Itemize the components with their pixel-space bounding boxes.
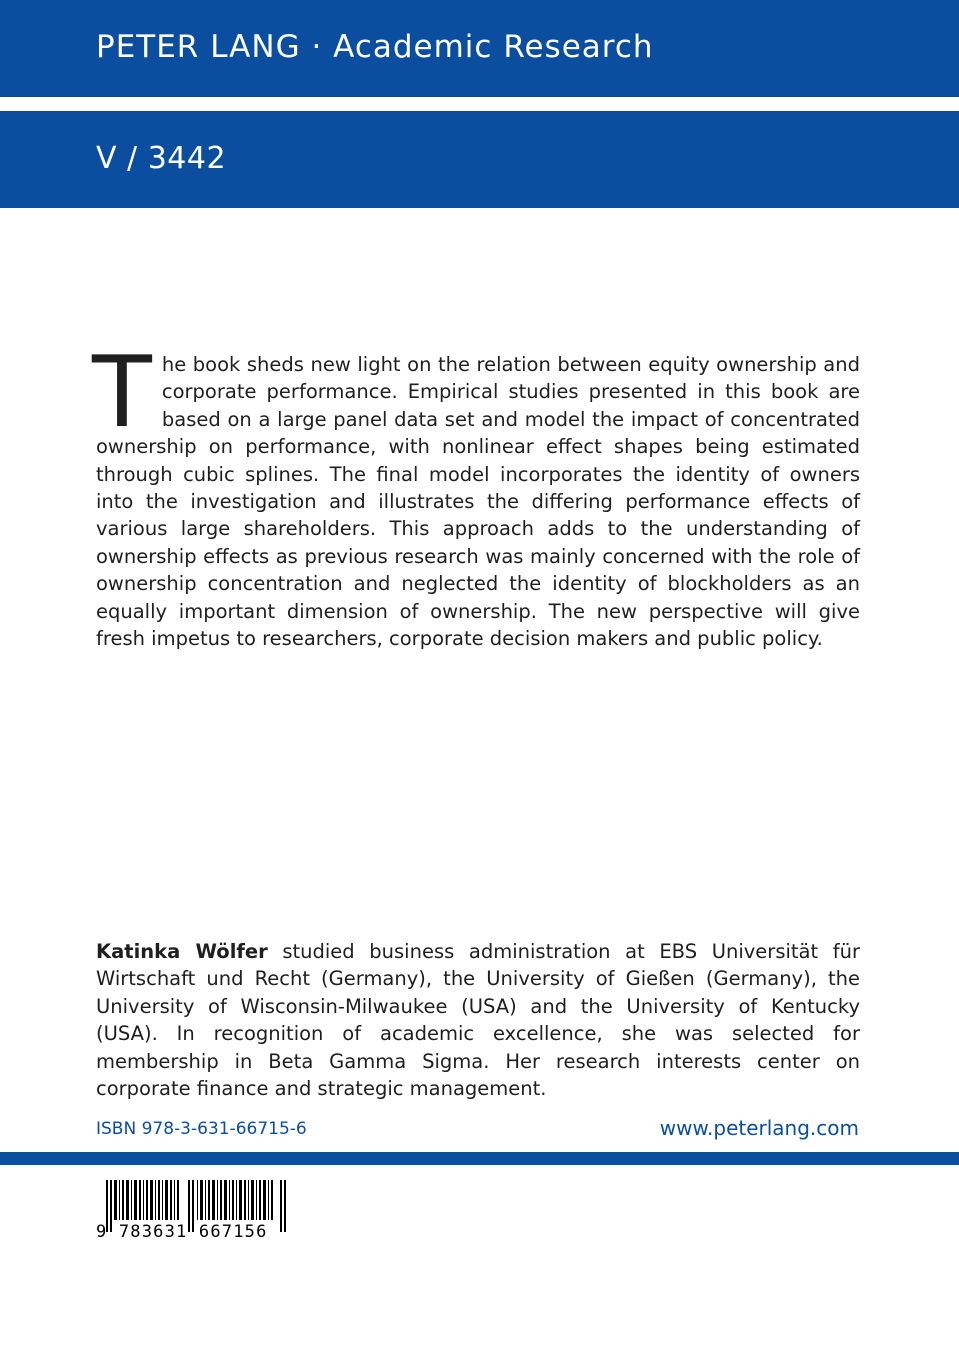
website-link[interactable]: www.peterlang.com [659,1116,859,1140]
author-bio-text: studied business administration at EBS Universität für Wirtschaft und Recht (Germany), the University of Gießen (Germany), the University of Wisconsin-Milwaukee (USA) and the University of Kentucky (USA). In recognition of academic excellence, she was selected for membership in Beta Gamma Sigma. Her research interests center on corporate finance and strategic management. [96,940,860,1101]
footer-rule [0,1152,959,1165]
book-description [92,336,860,652]
isbn-label: ISBN 978-3-631-66715-6 [96,1119,307,1139]
series-banner [0,111,959,208]
author-bio [96,938,860,1102]
drop-cap-letter: T [92,336,152,450]
barcode-digits: 9 783631 667156 [96,1222,268,1242]
series-number: V / 3442 [96,141,227,176]
publisher-title: PETER LANG · Academic Research [96,29,654,65]
description-text: he book sheds new light on the relation between equity ownership and corporate performance. Empirical studies presented in this book are based on a large panel data set and model the impact of concentrated ownership on performance, with nonlinear effect shapes being estimated through cubic splines. The final model incorporates the identity of owners into the investigation and illustrates the differing performance effects of various large shareholders. This approach adds to the understanding of ownership effects as previous research was mainly concerned with the role of ownership concentration and neglected the identity of blockholders as an equally important dimension of ownership. The new perspective will give fresh impetus to researchers, corporate decision makers and public policy. [96,353,860,651]
author-name: Katinka Wölfer [96,940,268,963]
publisher-banner [0,0,959,97]
